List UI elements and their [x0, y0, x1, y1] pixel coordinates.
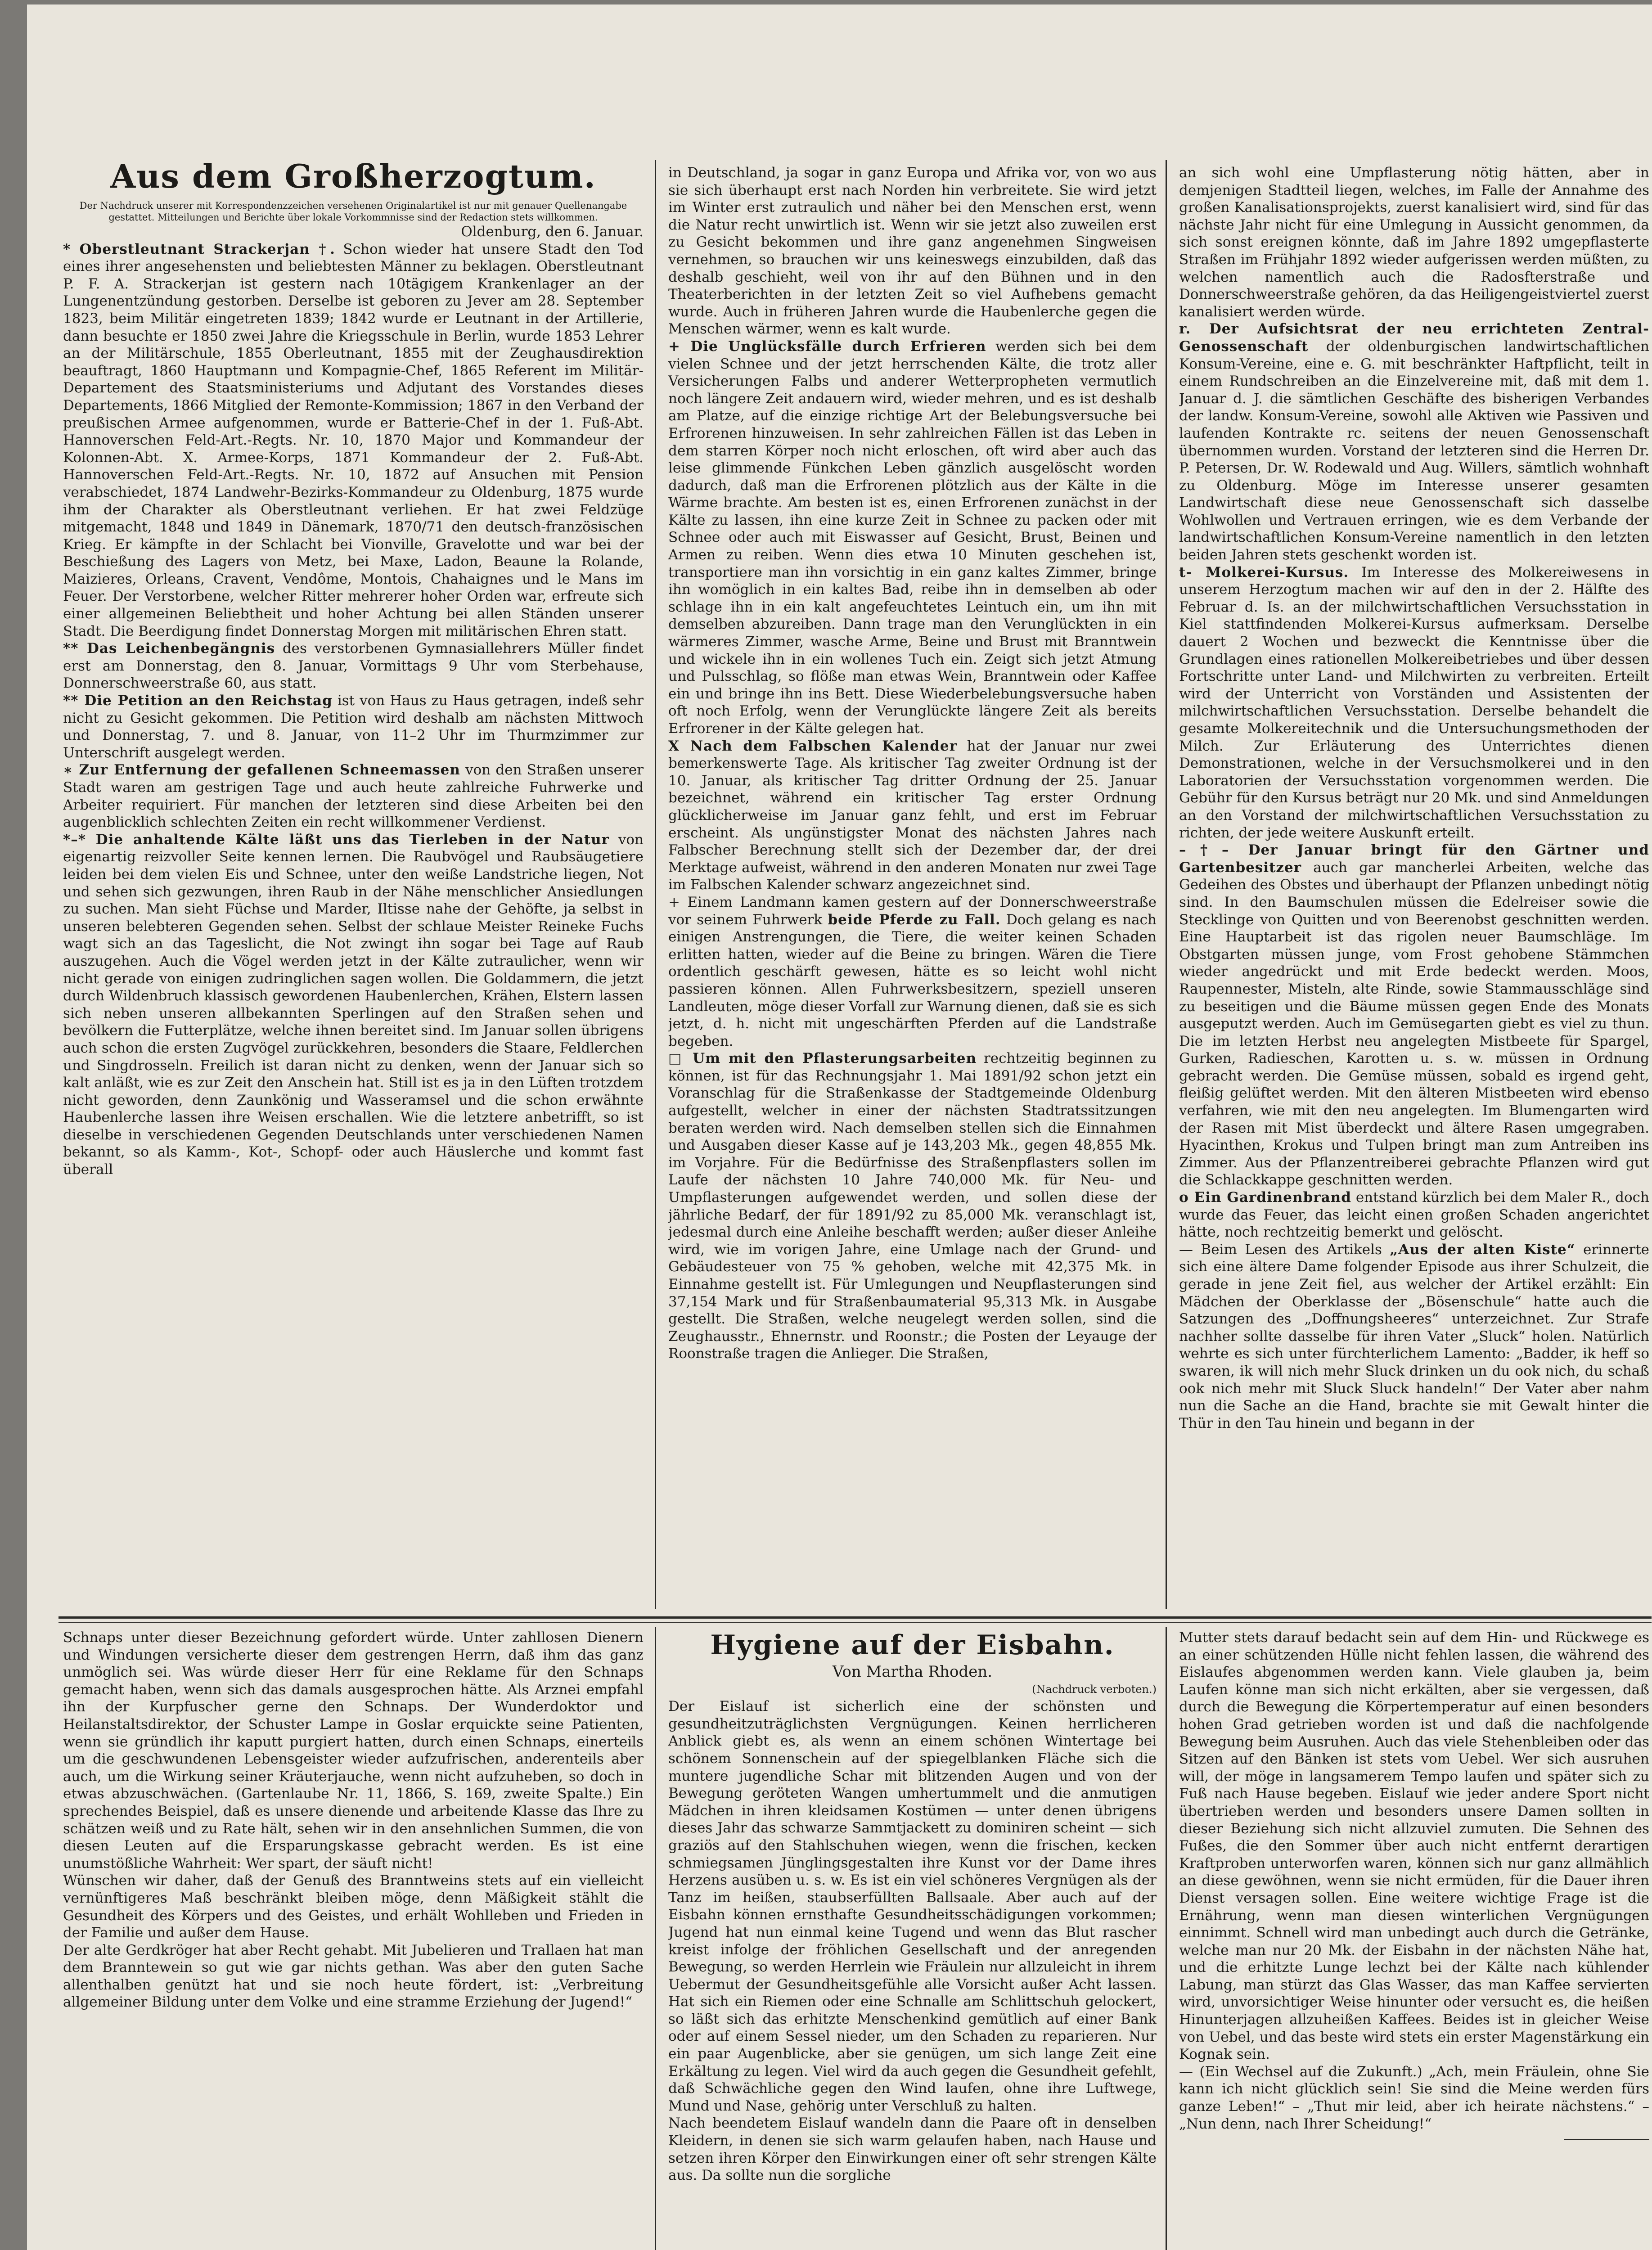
column-rule	[1166, 160, 1167, 1609]
reprint-note: Der Nachdruck unserer mit Korrespondenzzeichen versehenen Originalartikel ist nur mit genauer Quellenangabe gestattet. Mitteilungen und Berichte über lokale Vorkommnisse sind der Redaction stets willkommen.	[79, 200, 627, 223]
article-body: Im Interesse des Molkereiwesens in unserem Herzogtum machen wir auf den in der 2. Hälfte des Februar d. Is. an der milchwirtschaftlichen Versuchsstation in Kiel stattfindenden Molkerei-Kursus aufmerksam. Derselbe dauert 2 Wochen und bezweckt die Kenntnisse über die Grundlagen eines rationellen Molkereibetriebes und über dessen Fortschritte unter Land- und Milchwirten zu verbreiten. Erteilt wird der Unterricht von Vorständen und Assistenten der milchwirtschaftlichen Versuchsstation. Derselbe behandelt die gesamte Molkereitechnik und die Untersuchungsmethoden der Milch. Zur Erläuterung des Unterrichtes dienen Demonstrationen, welche in der Versuchsmolkerei und in den Laboratorien der Versuchsstation vorgenommen werden. Die Gebühr für den Kursus beträgt nur 20 Mk. und sind Anmeldungen an den Vorstand der milchwirtschaftlichen Versuchsstation zu richten, der jede weitere Auskunft erteilt.	[1179, 564, 1649, 841]
article-funeral	[63, 640, 644, 692]
column-rule	[655, 1627, 656, 2250]
article-lead: ** Das Leichenbegängnis	[63, 640, 275, 657]
reprint-forbidden: (Nachdruck verboten.)	[1032, 1683, 1157, 1696]
article-lead: t- Molkerei-Kursus.	[1179, 564, 1349, 580]
column-2	[668, 164, 1157, 1609]
article-lead: r. Der Aufsichtsrat der neu errichteten Zentral-Genossenschaft	[1179, 321, 1649, 355]
column-rule	[1166, 1627, 1167, 2250]
section-divider	[59, 1616, 1652, 1619]
article-lead: ** Die Petition an den Reichstag	[63, 693, 333, 709]
article-body: erinnerte sich eine ältere Dame folgender Episode aus ihrer Schulzeit, die gerade in jene Zeit fiel, aus welcher der Artikel erzählt: Ein Mädchen der Oberklasse der „Bösenschule“ hatte auch die Satzungen des „Doffnungsheeres“ unterzeichnet. Zur Strafe nachher sollte dasselbe für ihren Vater „Sluck“ holen. Natürlich wehrte es sich unter fürchterlichem Lamento: „Badder, ik heff so swaren, ik will nich mehr Sluck drinken un du ook nich, du schaß ook nich mehr mit Sluck Sluck handeln!“ Der Vater aber nahm nun die Sache an die Hand, brachte sie mit Gewalt hinter die Thür in den Tau hinein und begann in der	[1179, 1241, 1649, 1431]
article-body: des verstorbenen Gymnasiallehrers Müller findet erst am Donnerstag, den 8. Januar, Vormittags 9 Uhr vom Sterbehause, Donnerschweerstraße 60, aus statt.	[63, 640, 644, 692]
article-gardening	[1179, 842, 1649, 1189]
article-body: werden sich bei dem vielen Schnee und der jetzt herrschenden Kälte, die trotz aller Versicherungen Falbs und anderer Wetterpropheten vermutlich noch längere Zeit andauern wird, wieder mehren, und es ist deshalb am Platze, auf die einzige richtige Art der Belebungsversuche bei Erfrorenen hinzuweisen. In sehr zahlreichen Fällen ist das Leben in dem starren Körper noch nicht erloschen, oft wird aber auch das leise glimmende Fünkchen Leben gänzlich ausgelöscht worden dadurch, daß man die Erfrorenen plötzlich aus der Kälte in die Wärme brachte. Am besten ist es, einen Erfrorenen zunächst in der Kälte zu lassen, ihn eine kurze Zeit in Schnee zu packen oder mit Schnee oder auch mit Eiswasser auf Gesicht, Brust, Beinen und Armen zu reiben. Wenn dies etwa 10 Minuten geschehen ist, transportiere man ihn vorsichtig in ein ganz kaltes Zimmer, bringe ihn womöglich in ein kaltes Bad, reibe ihn in demselben ab oder schlage ihn in ein kalt angefeuchtetes Leintuch ein, um ihn mit demselben abzureiben. Dann trage man den Verunglückten in ein wärmeres Zimmer, wasche Arme, Beine und Brust mit Branntwein und wickele ihn in ein wollenes Tuch ein. Zeigt sich jetzt Atmung und Pulsschlag, so flöße man etwas Wein, Branntwein oder Kaffee ein und bringe ihn ins Bett. Diese Wiederbelebungsversuche haben oft noch Erfolg, wenn der Verunglückte längere Zeit als bereits Erfrorener in der Kälte gelegen hat.	[668, 338, 1157, 737]
article-dairy-course	[1179, 564, 1649, 842]
article-horses	[668, 894, 1157, 1050]
article-strackerjan	[63, 241, 644, 640]
article-lead: * Oberstleutnant Strackerjan †.	[63, 241, 335, 257]
article-cooperative	[1179, 320, 1649, 563]
article-highlight: „Aus der alten Kiste“	[1390, 1241, 1575, 1258]
feuilleton-heading: Hygiene auf der Eisbahn.	[710, 1629, 1115, 1661]
article-ice-skating-cont: Mutter stets darauf bedacht sein auf dem Hin- und Rückwege es an einer schützenden Hülle nicht fehlen lassen, die während des Eislaufes abgenommen werden kann. Viele glauben ja, beim Laufen könne man sich nicht erkälten, aber sie vergessen, daß durch die Bewegung die Körpertemperatur auf einen besonders hohen Grad getrieben worden ist und daß die nachfolgende Bewegung beim Ausruhen. Auch das viele Stehenbleiben oder das Sitzen auf den Bänken ist stets vom Uebel. Wer sich ausruhen will, der möge in langsamerem Tempo laufen und später sich zu Fuß nach Hause begeben. Eislauf wie jeder andere Sport nicht übertrieben werden und besonders unsere Damen sollten in dieser Beziehung sich nicht allzuviel zumuten. Die Sehnen des Fußes, die den Sommer über auch nicht entfernt derartigen Kraftproben unterworfen waren, können sich nur ganz allmählich an diese gewöhnen, wenn sie nicht ermüden, für die Dauer ihren Dienst versagen sollen. Eine weitere wichtige Frage ist die Ernährung, wenn man diesen winterlichen Vergnügungen einnimmt. Schnell wird man unbedingt auch durch die Getränke, welche man nur 20 Mk. der Eisbahn in der nächsten Nähe hat, und die erhitzte Lunge lechzt bei der Kälte nach kühlender Labung, man stürzt das Glas Wasser, das man Kaffee servierten wird, unvorsichtiger Weise hinunter oder versucht es, die heißen Hinunterjagen allzuheißen Kaffees. Beides ist in gleicher Weise von Uebel, und das beste wird stets ein erster Magenstärkung ein Kognak sein.	[1179, 1629, 1649, 2063]
column-3	[1179, 164, 1649, 1609]
newspaper-page	[27, 4, 1652, 2250]
article-body: von eigenartig reizvoller Seite kennen lernen. Die Raubvögel und Raubsäugetiere leiden bei dem vielen Eis und Schnee, unter den weiße Landstriche liegen, Not und sehen sich gezwungen, ihren Raub in der Nähe menschlicher Ansiedlungen zu suchen. Man sieht Füchse und Marder, Iltisse nahe der Gehöfte, ja selbst in unseren belebteren Gegenden sehen. Selbst der schlaue Meister Reineke Fuchs wagt sich an das Tageslicht, die Not zwingt ihn sogar bei Tage auf Raub auszugehen. Auch die Vögel werden jetzt in der Kälte zutraulicher, wenn wir nicht gerade von einigen zudringlichen sagen wollen. Die Goldammern, die jetzt durch Wildenbruch klassisch gewordenen Haubenlerchen, Krähen, Elstern lassen sich neben unseren allbekannten Sperlingen auf den Straßen sehen und bevölkern die Futterplätze, welche ihnen bereitet sind. Im Januar sollen übrigens auch schon die ersten Zugvögel zurückkehren, besonders die Staare, Feldlerchen und Singdrosseln. Freilich ist daran nicht zu denken, wenn der Januar sich so kalt anläßt, wie es zur Zeit den Anschein hat. Still ist es ja in den Lüften trotzdem nicht geworden, denn Zaunkönig und Wasseramsel und die schon erwähnte Haubenlerche lassen ihre Weisen erschallen. Wie die letztere anbetrifft, so ist dieselbe in verschiedenen Gegenden Deutschlands unter verschiedenen Namen bekannt, so als Kamm-, Kot-, Schopf- oder auch Häuslerche und kommt fast überall	[63, 831, 644, 1178]
article-paving	[668, 1050, 1157, 1363]
section-divider-thin	[59, 1622, 1652, 1623]
article-old-chest	[1179, 1241, 1649, 1432]
article-ice-skating: Der Eislauf ist sicherlich eine der schönsten und gesundheitzuträglichsten Vergnügungen. Keinen herrlicheren Anblick giebt es, als wenn an einem schönen Wintertage bei schönem Sonnenschein auf der spiegelblanken Fläche sich die muntere jugendliche Schar mit blitzenden Augen und von der Bewegung geröteten Wangen umhertummelt und die anmutigen Mädchen in ihren kleidsamen Kostümen — unter denen übrigens dieses Jahr das schwarze Sammtjackett zu dominiren scheint — sich graziös auf den Stahlschuhen wiegen, wenn die frischen, kecken schmiegsamen Jünglingsgestalten ihre Kunst vor der Dame ihres Herzens ausüben u. s. w. Es ist ein viel schöneres Vergnügen als der Tanz im heißen, staubserfüllten Ballsaale. Aber auch auf der Eisbahn können ernsthafte Gesundheitsschädigungen vorkommen; Jugend hat nun einmal keine Tugend und wenn das Blut rascher kreist infolge der fröhlichen Gesellschaft und der anregenden Bewegung, so werden Herrlein wie Fräulein nur allzuleicht in ihrem Uebermut der Gesundheitsgefühle alle Vorsicht außer Acht lassen. Hat sich ein Riemen oder eine Schnalle am Schlittschuh gelockert, so läßt sich das erhitzte Menschenkind gemütlich auf einer Bank oder auf einem Sessel nieder, um den Schaden zu reparieren. Nur ein paar Augenblicke, aber sie genügen, um sich lange Zeit eine Erkältung zu legen. Viel wird da auch gegen die Gesundheit gefehlt, daß Schwächliche gegen den Wind laufen, ohne ihre Luftwege, Mund und Nase, gehörig unter Verschluß zu halten.	[668, 1698, 1157, 2114]
article-body: rechtzeitig beginnen zu können, ist für das Rechnungsjahr 1. Mai 1891/92 schon jetzt ein Voranschlag für die Straßenkasse der Stadtgemeinde Oldenburg aufgestellt, welcher in einer der nächsten Stadtratssitzungen beraten werden wird. Nach demselben stellen sich die Einnahmen und Ausgaben dieser Kasse auf je 143,203 Mk., gegen 48,855 Mk. im Vorjahre. Für die Bedürfnisse des Straßenpflasters sollen im Laufe der nächsten 10 Jahre 740,000 Mk. für Neu- und Umpflasterungen aufgewendet werden, und sollen diese der jährliche Bedarf, der für 1891/92 zu 85,000 Mk. veranschlagt ist, jedesmal durch eine Anleihe beschafft werden; außer dieser Anleihe wird, wie im vorigen Jahre, eine Umlage nach der Grund- und Gebäudesteuer von 75 % gehoben, welche mit 42,375 Mk. in Einnahme gestellt ist. Für Umlegungen und Neupflasterungen sind 37,154 Mark und für Straßenbaumaterial 95,313 Mk. in Ausgabe gestellt. Die Straßen, welche neugelegt werden sollen, sind die Zeughausstr., Ehnernstr. und Roonstr.; die Posten der Leyauge der Roonstraße tragen die Anlieger. Die Straßen,	[668, 1050, 1157, 1362]
author-byline: Von Martha Rhoden.	[832, 1663, 993, 1681]
article-lead: ∗ Zur Entfernung der gefallenen Schneemassen	[63, 762, 460, 778]
article-snow-removal	[63, 761, 644, 831]
article-petition	[63, 692, 644, 761]
lower-column-1	[63, 1629, 644, 2250]
article-body: der oldenburgischen landwirtschaftlichen Konsum-Vereine, eine e. G. mit beschränkter Haftpflicht, teilt in einem Rundschreiben an die Einzelvereine mit, daß mit dem 1. Januar d. J. die sämtlichen Geschäfte des bisherigen Verbandes der landw. Konsum-Vereine, sowohl alle Aktiven wie Passiven und laufenden Kontrakte rc. seitens der neuen Genossenschaft übernommen wurden. Vorstand der letzteren sind die Herren Dr. P. Petersen, Dr. W. Rodewald und Aug. Willers, sämtlich wohnhaft zu Oldenburg. Möge im Interesse unserer gesamten Landwirtschaft diese neue Genossenschaft sich dasselbe Wohlwollen und Vertrauen erringen, wie es dem Verbande der landwirtschaftlichen Konsum-Vereine namentlich in den letzten beiden Jahren stets geschenkt worden ist.	[1179, 338, 1649, 563]
article-ice-skating-2: Nach beendetem Eislauf wandeln dann die Paare oft in denselben Kleidern, in denen sie sich warm gelaufen haben, nach Hause und setzen ihren Körper den Einwirkungen einer oft sehr strengen Kälte aus. Da sollte nun die sorgliche	[668, 2115, 1157, 2184]
article-schnaps: Schnaps unter dieser Bezeichnung gefordert würde. Unter zahllosen Dienern und Windungen versicherte dieser dem gestrengen Herrn, daß ihm das ganz unmöglich sei. Was würde dieser Herr für eine Reklame für den Schnaps gemacht haben, wenn sich das damals ausgesprochen hätte. Als Arznei empfahl ihn der Kurpfuscher gerne den Schnaps. Der Wunderdoktor und Heilanstaltsdirektor, der Schuster Lampe in Goslar erquickte seine Patienten, wenn sie gründlich ihr kaputt purgiert hatten, durch einen Schnaps, einerteils um die geschwundenen Lebensgeister wieder aufzufrischen, anderenteils aber auch, um die Wirkung seiner Kräuterjauche, wenn nicht aufzuheben, so doch in etwas abzuschwächen. (Gartenlaube Nr. 11, 1866, S. 169, zweite Spalte.) Ein sprechendes Beispiel, daß es unsere dienende und arbeitende Klasse das Ihre zu schätzen weiß und zu Rate hält, sehen wir in den ansehnlichen Summen, die von diesen Leuten auf die Ersparungskasse gebracht werden. Es ist eine unumstößliche Wahrheit: Wer spart, der säuft nicht!	[63, 1629, 644, 1872]
article-lead: o Ein Gardinenbrand	[1179, 1189, 1351, 1206]
column-rule	[655, 160, 656, 1609]
lower-column-3	[1179, 1629, 1649, 2250]
article-body: von den Straßen unserer Stadt waren am gestrigen Tage und auch heute zahlreiche Fuhrwerke und Arbeiter requiriert. Für manchen der letzteren sind diese Arbeiten bei den augenblicklich schlechten Zeiten ein recht willkommener Verdienst.	[63, 762, 644, 831]
dateline: Oldenburg, den 6. Januar.	[461, 224, 644, 240]
joke-wechsel: — (Ein Wechsel auf die Zukunft.) „Ach, mein Fräulein, ohne Sie kann ich nicht glücklich sein! Sie sind die Meine werden fürs ganze Leben!“ – „Thut mir leid, aber ich heirate nächstens.“ – „Nun denn, nach Ihrer Scheidung!“	[1179, 2063, 1649, 2132]
column-1	[63, 158, 644, 1611]
article-lark: in Deutschland, ja sogar in ganz Europa und Afrika vor, von wo aus sie sich überhaupt erst nach Norden hin verbreitete. Sie wird jetzt im Winter erst zutraulich und näher bei den Menschen erst, wenn die Natur recht unwirtlich ist. Wenn wir sie jetzt also zuweilen erst zu Gesicht bekommen und ihre ganz angenehmen Singweisen vernehmen, so brauchen wir uns keineswegs einzubilden, daß das deshalb geschieht, weil von ihr auf den Bühnen und in den Theaterberichten in der letzten Zeit so viel Aufhebens gemacht wurde. Auch in früheren Jahren wurde die Haubenlerche gegen die Menschen wärmer, wenn es kalt wurde.	[668, 165, 1157, 338]
article-animals	[63, 831, 644, 1179]
article-lead: *–* Die anhaltende Kälte läßt uns das Tierleben in der Natur	[63, 831, 609, 848]
article-lead: — Beim Lesen des Artikels	[1179, 1241, 1382, 1258]
article-paving-cont: an sich wohl eine Umpflasterung nötig hätten, aber in demjenigen Stadtteil liegen, welches, im Falle der Annahme des großen Kanalisationsprojekts, zuerst kanalisiert wird, sind für das nächste Jahr nicht für eine Umlegung in Aussicht genommen, da sich sonst ereignen könnte, daß im Jahre 1892 umgepflasterte Straßen im Frühjahr 1892 wieder aufgerissen werden müßten, zu welchen namentlich auch die Radosfterstraße und Donnerschweerstraße gehören, da das Heiligengeistviertel zuerst kanalisiert werden würde.	[1179, 165, 1649, 320]
lower-column-2	[668, 1629, 1157, 2250]
article-curtain-fire	[1179, 1189, 1649, 1241]
end-rule	[1564, 2139, 1649, 2140]
article-body: Schon wieder hat unsere Stadt den Tod eines ihrer angesehensten und beliebtesten Männer zu beklagen. Oberstleutnant P. F. A. Strackerjan ist gestern nach 10tägigem Krankenlager an der Lungenentzündung gestorben. Derselbe ist geboren zu Jever am 28. September 1823, beim Militär eingetreten 1839; 1842 wurde er Leutnant in der Artillerie, dann besuchte er 1850 zwei Jahre die Kriegsschule in Berlin, wurde 1853 Lehrer an der Militärschule, 1855 Oberleutnant, 1855 mit der Zeughausdirektion beauftragt, 1860 Hauptmann und Kompagnie-Chef, 1865 Referent im Militär-Departement des Staatsministeriums und Adjutant des Vorstandes dieses Departements, 1866 Mitglied der Remonte-Kommission; 1867 in den Verband der preußischen Armee aufgenommen, wurde er Batterie-Chef in der 1. Fuß-Abt. Hannoverschen Feld-Art.-Regts. Nr. 10, 1870 Major und Kommandeur der Kolonnen-Abt. X. Armee-Korps, 1871 Kommandeur der 2. Fuß-Abt. Hannoverschen Feld-Art.-Regts. Nr. 10, 1872 auf Ansuchen mit Pension verabschiedet, 1874 Landwehr-Bezirks-Kommandeur zu Oldenburg, 1875 wurde ihm der Charakter als Oberstleutnant verliehen. Er hat zwei Feldzüge mitgemacht, 1848 und 1849 in Dänemark, 1870/71 den deutsch-französischen Krieg. Er kämpfte in der Schlacht bei Vionville, Gravelotte und war bei der Beschießung des Lagers von Metz, bei Maxe, Ladon, Beaune la Rolande, Maizieres, Orleans, Cravent, Vendôme, Montois, Chahaignes und le Mans im Feuer. Der Verstorbene, welcher Ritter mehrerer hoher Orden war, erfreute sich einer allgemeinen Beliebtheit und hoher Achtung bei allen Ständen unserer Stadt. Die Beerdigung findet Donnerstag Morgen mit militärischen Ehren statt.	[63, 241, 644, 639]
article-frostbite	[668, 338, 1157, 738]
article-lead: □ Um mit den Pflasterungsarbeiten	[668, 1050, 977, 1067]
article-lead: + Die Unglücksfälle durch Erfrieren	[668, 338, 986, 355]
article-body: Doch gelang es nach einigen Anstrengungen, die Tiere, die weiter keinen Schaden erlitten hatten, wieder auf die Beine zu bringen. Wären die Tiere ordentlich geschärft gewesen, hätte es so leicht wohl nicht passieren können. Allen Fuhrwerksbesitzern, speziell unseren Landleuten, möge dieser Vorfall zur Warnung dienen, daß sie es sich jetzt, d. h. nicht mit ungeschärften Pferden auf die Landstraße begeben.	[668, 911, 1157, 1049]
article-body: auch gar mancherlei Arbeiten, welche das Gedeihen des Obstes und überhaupt der Pflanzen unbedingt nötig sind. In den Baumschulen müssen die Edelreiser sowie die Stecklinge von Quitten und von Beerenobst geschnitten werden. Eine Hauptarbeit ist das rigolen neuer Baumschläge. Im Obstgarten müssen junge, vom Frost gehobene Stämmchen wieder angedrückt und mit Erde bedeckt werden. Moos, Raupennester, Misteln, alte Rinde, sowie Stammausschläge sind zu beseitigen und die Bäume müssen gegen Ende des Monats ausgeputzt werden. Auch im Gemüsegarten giebt es viel zu thun. Die im letzten Herbst neu angelegten Mistbeete für Spargel, Gurken, Radieschen, Karotten u. s. w. müssen in Ordnung gebracht werden. Die Gemüse müssen, sobald es irgend geht, fleißig gelüftet werden. Mit den älteren Mistbeeten wird ebenso verfahren, wie mit den neu angelegten. Im Blumengarten wird der Rasen mit Mist überdeckt und ältere Rasen umgegraben. Hyacinthen, Krokus und Tulpen bringt man zum Antreiben ins Zimmer. Aus der Pflanzentreiberei gebrachte Pflanzen wird gut die Schlackkappe geschnitten werden.	[1179, 859, 1649, 1188]
article-body: hat der Januar nur zwei bemerkenswerte Tage. Als kritischer Tag zweiter Ordnung ist der 10. Januar, als kritischer Tag dritter Ordnung der 25. Januar bezeichnet, während ein kritischer Tag erster Ordnung glücklicherweise im Januar ganz fehlt, und erst im Februar erscheint. Als ungünstigster Monat des nächsten Jahres nach Falbscher Berechnung stellt sich der Dezember dar, der drei Merktage aufweist, während in den anderen Monaten nur zwei Tage im Falbschen Kalender schwarz angezeichnet sind.	[668, 738, 1157, 893]
article-highlight: beide Pferde zu Fall.	[828, 911, 1001, 928]
article-body: ist von Haus zu Haus getragen, indeß sehr nicht zu Gesicht gekommen. Die Petition wird deshalb am nächsten Mittwoch und Donnerstag, 7. und 8. Januar, von 11–2 Uhr im Thurmzimmer zur Unterschrift ausgelegt werden.	[63, 693, 644, 761]
article-schnaps-3: Der alte Gerdkröger hat aber Recht gehabt. Mit Jubelieren und Trallaen hat man dem Branntewein so gut wie gar nichts gethan. Was aber den guten Sache allenthalben genützt hat und sie noch heute fördert, ist: „Verbreitung allgemeiner Bildung unter dem Volke und eine stramme Erziehung der Jugend!“	[63, 1942, 644, 2011]
article-lead: + Einem Landmann kamen gestern auf der Donnerschweerstraße vor seinem Fuhrwerk	[668, 894, 1157, 928]
section-heading: Aus dem Großherzogtum.	[110, 158, 596, 195]
article-falb-calendar	[668, 738, 1157, 894]
article-lead: X Nach dem Falbschen Kalender	[668, 738, 957, 754]
article-lead: –†– Der Januar bringt für den Gärtner und Gartenbesitzer	[1179, 842, 1649, 876]
article-body: entstand kürzlich bei dem Maler R., doch wurde das Feuer, das leicht einen großen Schaden angerichtet hätte, noch rechtzeitig bemerkt und gelöscht.	[1179, 1189, 1649, 1241]
article-schnaps-2: Wünschen wir daher, daß der Genuß des Branntweins stets auf ein vielleicht vernünftigeres Maß beschränkt bleiben möge, denn Mäßigkeit stählt die Gesundheit des Körpers und des Geistes, und erhält Wohlleben und Frieden in der Familie und außer dem Hause.	[63, 1872, 644, 1941]
